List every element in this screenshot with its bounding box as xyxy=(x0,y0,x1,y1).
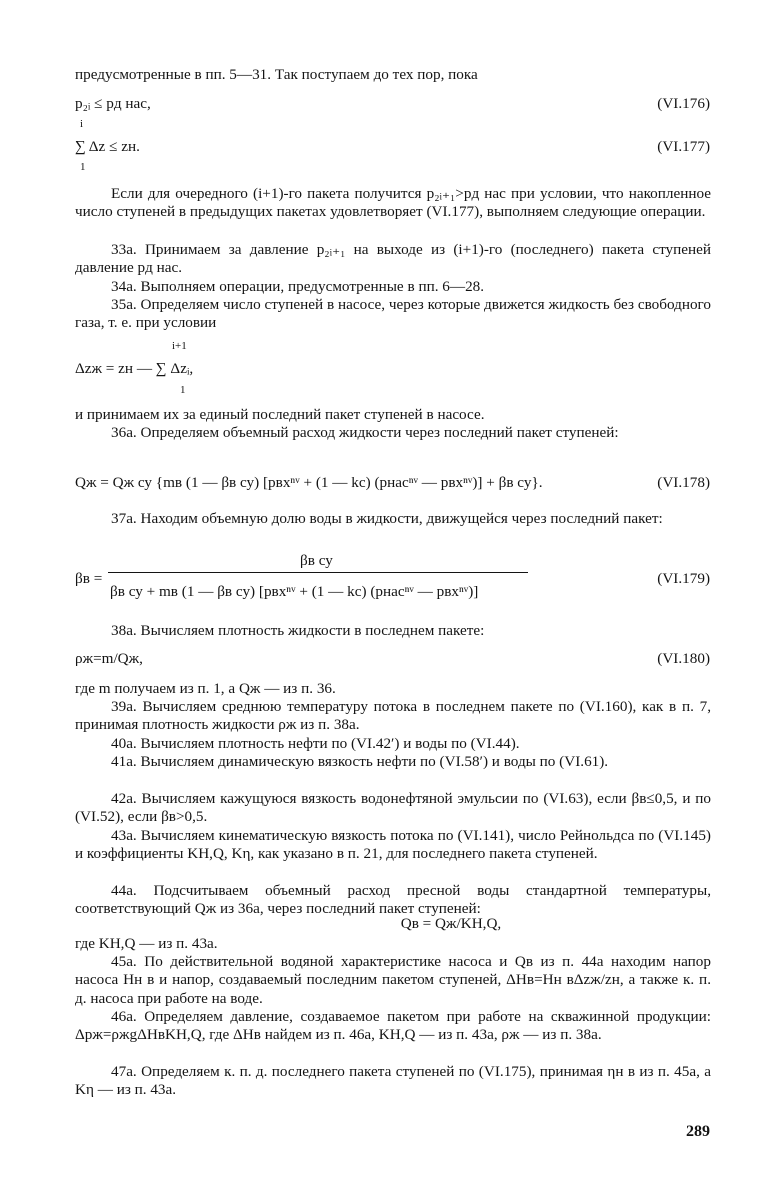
fraction-bar xyxy=(108,572,528,573)
equation-179-lhs: βв = xyxy=(75,570,103,587)
equation-number-178: (VI.178) xyxy=(657,474,710,491)
paragraph-46a: 46а. Определяем давление, создаваемое пакетом при работе на скважинной продукции: Δpж=ρжgΔHвKH,Q, где ΔHв найдем из п. 46а, KH,Q — из п. 43а, ρж — из п. 38а. xyxy=(75,1008,711,1044)
text-where-khq: где KH,Q — из п. 43а. xyxy=(75,935,218,952)
sum-upper-limit-dz: i+1 xyxy=(172,340,187,352)
sum-lower-limit: 1 xyxy=(80,161,86,173)
text-after-dz: и принимаем их за единый последний пакет ступеней в насосе. xyxy=(75,406,485,423)
equation-176: p₂ᵢ ≤ pд нас, xyxy=(75,95,151,112)
equation-number-179: (VI.179) xyxy=(657,570,710,587)
equation-number-176: (VI.176) xyxy=(657,95,710,112)
paragraph-41a: 41а. Вычисляем динамическую вязкость нефти по (VI.58′) и воды по (VI.61). xyxy=(111,753,609,770)
equation-number-177: (VI.177) xyxy=(657,138,710,155)
paragraph-45a: 45а. По действительной водяной характеристике насоса и Qв из п. 44а находим напор насоса Hн в и напор, создаваемый последним пакетом ступеней, ΔHв=Hн вΔzж/zн, а также к. п. д. насоса при работе на воде. xyxy=(75,953,711,1007)
paragraph-39a: 39а. Вычисляем среднюю температуру потока в последнем пакете по (VI.160), как в п. 7, принимая плотность жидкости ρж из п. 38а. xyxy=(75,698,711,734)
paragraph-40a: 40а. Вычисляем плотность нефти по (VI.42′) и воды по (VI.44). xyxy=(111,735,520,752)
paragraph-43a: 43а. Вычисляем кинематическую вязкость потока по (VI.141), число Рейнольдса по (VI.145) и коэффициенты KH,Q, Kη, как указано в п. 21, для последнего пакета ступеней. xyxy=(75,827,711,863)
sum-upper-limit: i xyxy=(80,118,84,130)
equation-179-denominator: βв су + mв (1 — βв су) [pвхⁿᵛ + (1 — kс) (pнасⁿᵛ — pвхⁿᵛ)] xyxy=(110,583,479,600)
paragraph-42a: 42а. Вычисляем кажущуюся вязкость водонефтяной эмульсии по (VI.63), если βв≤0,5, и по (VI.52), если βв>0,5. xyxy=(75,790,711,826)
equation-177: ∑ Δz ≤ zн. xyxy=(75,138,140,155)
paragraph-38a: 38а. Вычисляем плотность жидкости в последнем пакете: xyxy=(111,622,485,639)
equation-180: ρж=m/Qж, xyxy=(75,650,143,667)
paragraph-33a: 33а. Принимаем за давление p₂ᵢ₊₁ на выходе из (i+1)-го (последнего) пакета ступеней давление pд нас. xyxy=(75,241,711,277)
page-number: 289 xyxy=(686,1123,710,1140)
equation-179-numerator: βв су xyxy=(300,552,333,569)
paragraph-37a: 37а. Находим объемную долю воды в жидкости, движущейся через последний пакет: xyxy=(111,510,663,527)
equation-qv: Qв = Qж/KH,Q, xyxy=(400,915,502,932)
equation-178: Qж = Qж су {mв (1 — βв су) [pвхⁿᵛ + (1 — kс) (pнасⁿᵛ — pвхⁿᵛ)] + βв су}. xyxy=(75,474,543,491)
paragraph-35a: 35а. Определяем число ступеней в насосе, через которые движется жидкость без свободного газа, т. е. при условии xyxy=(75,296,711,332)
paragraph-36a: 36а. Определяем объемный расход жидкости через последний пакет ступеней: xyxy=(111,424,619,441)
paragraph-if: Если для очередного (i+1)-го пакета получится p₂ᵢ₊₁>pд нас при условии, что накопленное число ступеней в предыдущих пакетах удовлетворяет (VI.177), выполняем следующие операции. xyxy=(75,185,711,221)
text-where-m: где m получаем из п. 1, а Qж — из п. 36. xyxy=(75,680,336,697)
paragraph-44a: 44а. Подсчитываем объемный расход пресной воды стандартной температуры, соответствующий Qж из 36а, через последний пакет ступеней: xyxy=(75,882,711,918)
paragraph-34a: 34а. Выполняем операции, предусмотренные в пп. 6—28. xyxy=(111,278,485,295)
text-line-top: предусмотренные в пп. 5—31. Так поступаем до тех пор, пока xyxy=(75,66,478,83)
paragraph-47a: 47а. Определяем к. п. д. последнего пакета ступеней по (VI.175), принимая ηн в из п. 45а, а Kη — из п. 43а. xyxy=(75,1063,711,1099)
equation-number-180: (VI.180) xyxy=(657,650,710,667)
sum-lower-limit-dz: 1 xyxy=(180,384,186,396)
equation-dz: Δzж = zн — ∑ Δzᵢ, xyxy=(75,360,194,377)
